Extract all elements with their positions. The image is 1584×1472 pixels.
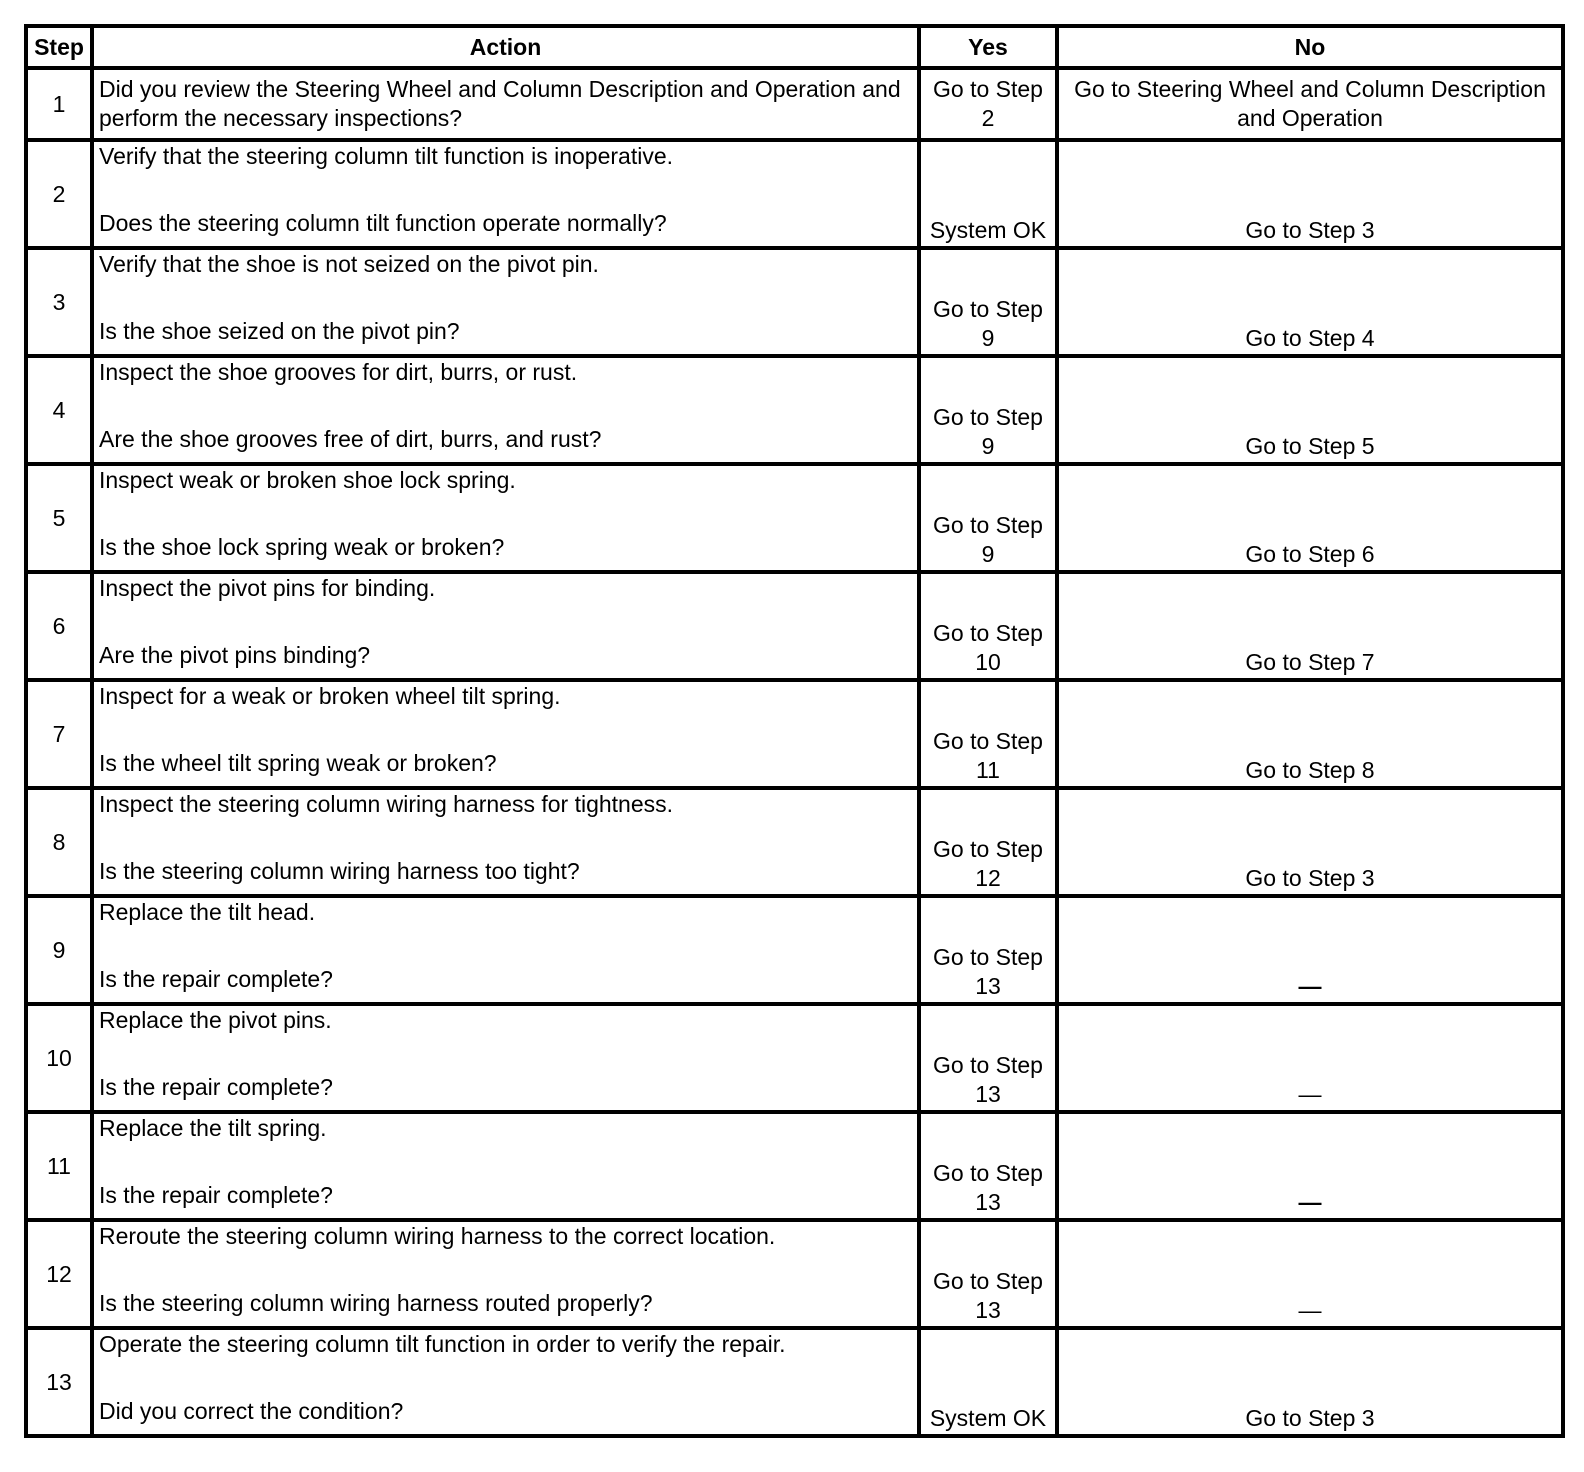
no-text: — [1298,1297,1322,1323]
header-no: No [1057,26,1563,68]
action-question: Is the repair complete? [99,966,333,992]
no-cell [1057,356,1563,464]
table-body [26,68,1563,1436]
no-text: Go to Steering Wheel and Column Description and Operation [1074,75,1546,131]
action-instruction: Verify that the steering column tilt function is inoperative. [99,143,674,169]
action-cell [92,1220,919,1328]
action-cell [92,464,919,572]
step-number: 8 [26,788,92,896]
yes-text: Go to Step 13 [933,944,1043,999]
no-cell [1057,140,1563,248]
yes-text: Go to Step 11 [933,728,1043,783]
action-cell [92,248,919,356]
yes-text: Go to Step 13 [933,1160,1043,1215]
table-row [26,68,1563,140]
no-cell [1057,464,1563,572]
diagnostic-table [24,24,1565,1438]
table-row [26,680,1563,788]
header-row [26,26,1563,68]
action-question: Is the shoe lock spring weak or broken? [99,534,505,560]
no-text: Go to Step 5 [1245,433,1375,459]
step-number: 1 [26,68,92,140]
step-number: 10 [26,1004,92,1112]
yes-cell [919,572,1057,680]
table-row [26,248,1563,356]
action-cell [92,1328,919,1436]
table-row [26,1328,1563,1436]
table-row [26,788,1563,896]
action-cell [92,788,919,896]
action-instruction: Replace the tilt head. [99,899,316,925]
no-cell [1057,680,1563,788]
yes-cell [919,680,1057,788]
no-cell [1057,1112,1563,1220]
table-row [26,140,1563,248]
yes-cell [919,1112,1057,1220]
table-row [26,572,1563,680]
action-cell [92,1004,919,1112]
no-cell [1057,896,1563,1004]
action-cell [92,68,919,140]
yes-text: System OK [929,1405,1047,1431]
yes-cell [919,788,1057,896]
yes-cell [919,896,1057,1004]
step-number: 9 [26,896,92,1004]
action-question: Is the steering column wiring harness too tight? [99,858,580,884]
step-number: 12 [26,1220,92,1328]
no-cell [1057,68,1563,140]
action-instruction: Operate the steering column tilt function in order to verify the repair. [99,1331,786,1357]
step-number: 7 [26,680,92,788]
no-text: — [1298,1081,1322,1107]
action-question: Did you correct the condition? [99,1398,404,1424]
yes-text: Go to Step 13 [933,1052,1043,1107]
action-instruction: Replace the tilt spring. [99,1115,327,1141]
action-instruction: Inspect for a weak or broken wheel tilt spring. [99,683,561,709]
yes-cell [919,1004,1057,1112]
action-cell [92,140,919,248]
header-action: Action [92,26,919,68]
no-text: Go to Step 7 [1245,649,1375,675]
action-cell [92,896,919,1004]
action-instruction: Replace the pivot pins. [99,1007,332,1033]
table-row [26,896,1563,1004]
table-row [26,1112,1563,1220]
action-question: Does the steering column tilt function operate normally? [99,210,667,236]
action-question: Is the repair complete? [99,1182,333,1208]
step-number: 5 [26,464,92,572]
yes-text: Go to Step 10 [933,620,1043,675]
step-number: 6 [26,572,92,680]
yes-text: Go to Step 12 [933,836,1043,891]
action-instruction: Reroute the steering column wiring harness to the correct location. [99,1223,776,1249]
no-text: — [1298,973,1322,999]
no-text: Go to Step 6 [1245,541,1375,567]
yes-text: Go to Step 9 [933,512,1043,567]
yes-cell [919,140,1057,248]
yes-text: Go to Step 13 [933,1268,1043,1323]
yes-text: Go to Step 2 [933,75,1043,131]
yes-cell [919,248,1057,356]
action-instruction: Inspect the shoe grooves for dirt, burrs, or rust. [99,359,578,385]
action-instruction: Inspect the steering column wiring harness for tightness. [99,791,674,817]
yes-text: Go to Step 9 [933,404,1043,459]
no-cell [1057,788,1563,896]
action-instruction: Inspect weak or broken shoe lock spring. [99,467,516,493]
no-text: Go to Step 4 [1245,325,1375,351]
no-cell [1057,1328,1563,1436]
no-text: — [1298,1189,1322,1215]
action-cell [92,356,919,464]
action-question: Is the repair complete? [99,1074,333,1100]
action-question: Did you review the Steering Wheel and Column Description and Operation and perform the necessary inspections? [99,76,901,131]
action-question: Is the steering column wiring harness routed properly? [99,1290,653,1316]
step-number: 11 [26,1112,92,1220]
yes-cell [919,1220,1057,1328]
no-cell [1057,1220,1563,1328]
no-cell [1057,572,1563,680]
step-number: 4 [26,356,92,464]
no-text: Go to Step 3 [1245,217,1375,243]
table-row [26,464,1563,572]
no-text: Go to Step 3 [1245,865,1375,891]
action-question: Are the shoe grooves free of dirt, burrs, and rust? [99,426,602,452]
yes-cell [919,1328,1057,1436]
action-question: Is the wheel tilt spring weak or broken? [99,750,497,776]
step-number: 2 [26,140,92,248]
yes-text: Go to Step 9 [933,296,1043,351]
action-instruction: Inspect the pivot pins for binding. [99,575,436,601]
action-cell [92,572,919,680]
yes-text: System OK [929,217,1047,243]
header-yes: Yes [919,26,1057,68]
table-row [26,1004,1563,1112]
yes-cell [919,68,1057,140]
no-text: Go to Step 8 [1245,757,1375,783]
action-question: Are the pivot pins binding? [99,642,371,668]
action-cell [92,680,919,788]
action-instruction: Verify that the shoe is not seized on the pivot pin. [99,251,599,277]
step-number: 13 [26,1328,92,1436]
yes-cell [919,464,1057,572]
yes-cell [919,356,1057,464]
table-row [26,356,1563,464]
no-cell [1057,1004,1563,1112]
header-step: Step [26,26,92,68]
action-question: Is the shoe seized on the pivot pin? [99,318,460,344]
step-number: 3 [26,248,92,356]
no-cell [1057,248,1563,356]
no-text: Go to Step 3 [1245,1405,1375,1431]
table-row [26,1220,1563,1328]
action-cell [92,1112,919,1220]
